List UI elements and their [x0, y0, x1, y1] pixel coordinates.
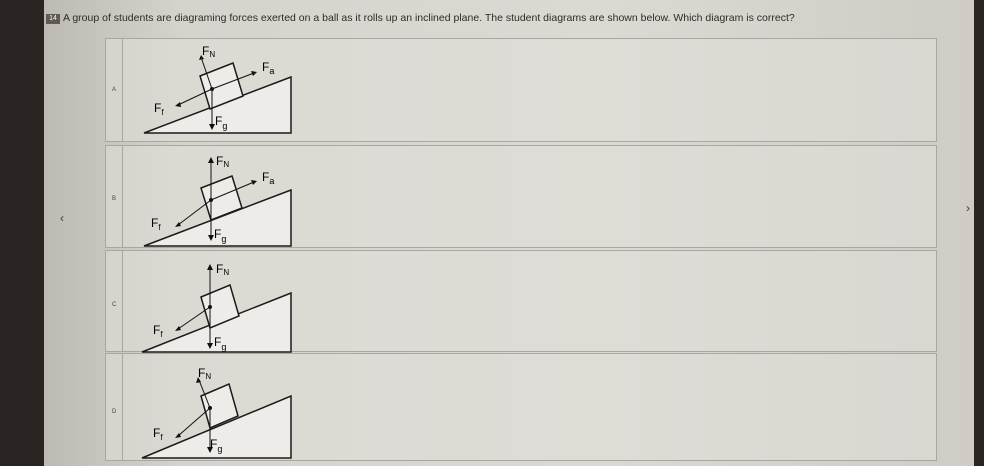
force-diagram-b — [106, 146, 306, 247]
gravity-force-label: $F_g$ — [215, 114, 228, 131]
friction-force-label: $F_f$ — [153, 323, 163, 339]
question-number-badge: 14 — [46, 14, 60, 24]
option-letter: C — [112, 302, 117, 308]
gravity-force-label: $F_g$ — [214, 227, 227, 244]
normal-force-label: FN — [216, 262, 230, 277]
arrowhead-icon — [175, 102, 181, 107]
force-diagram-a — [106, 39, 306, 141]
gravity-force-label: $F_g$ — [214, 335, 227, 352]
friction-force-label: $F_f$ — [154, 101, 164, 117]
applied-force-label: $F_a$ — [262, 170, 275, 186]
answer-option-d[interactable] — [105, 353, 937, 461]
option-letter: B — [112, 196, 117, 202]
force-diagram-d — [106, 354, 306, 460]
friction-force-label: $F_f$ — [151, 216, 161, 232]
normal-force-label: FN — [216, 154, 230, 169]
applied-force-label: $F_a$ — [262, 60, 275, 76]
question-text: A group of students are diagraming forces exerted on a ball as it rolls up an inclined plane. The student diagrams are shown below. Which diagram is correct? — [63, 12, 795, 24]
arrowhead-icon — [207, 264, 213, 270]
answer-option-c[interactable] — [105, 250, 937, 352]
normal-force-label: FN — [198, 366, 212, 381]
option-letter: A — [112, 87, 117, 93]
next-arrow-icon[interactable]: › — [966, 201, 970, 215]
friction-force-arrow — [178, 307, 210, 329]
friction-force-label: $F_f$ — [153, 426, 163, 442]
gravity-force-label: $F_g$ — [210, 437, 223, 454]
friction-force-arrow — [178, 200, 211, 225]
normal-force-label: FN — [202, 44, 216, 59]
arrowhead-icon — [175, 222, 181, 227]
option-letter: D — [112, 409, 117, 415]
answer-option-a[interactable] — [105, 38, 937, 142]
arrowhead-icon — [175, 326, 181, 331]
arrowhead-icon — [208, 157, 214, 163]
prev-arrow-icon[interactable]: ‹ — [60, 211, 64, 225]
answer-option-b[interactable] — [105, 145, 937, 248]
force-diagram-c — [106, 251, 306, 351]
